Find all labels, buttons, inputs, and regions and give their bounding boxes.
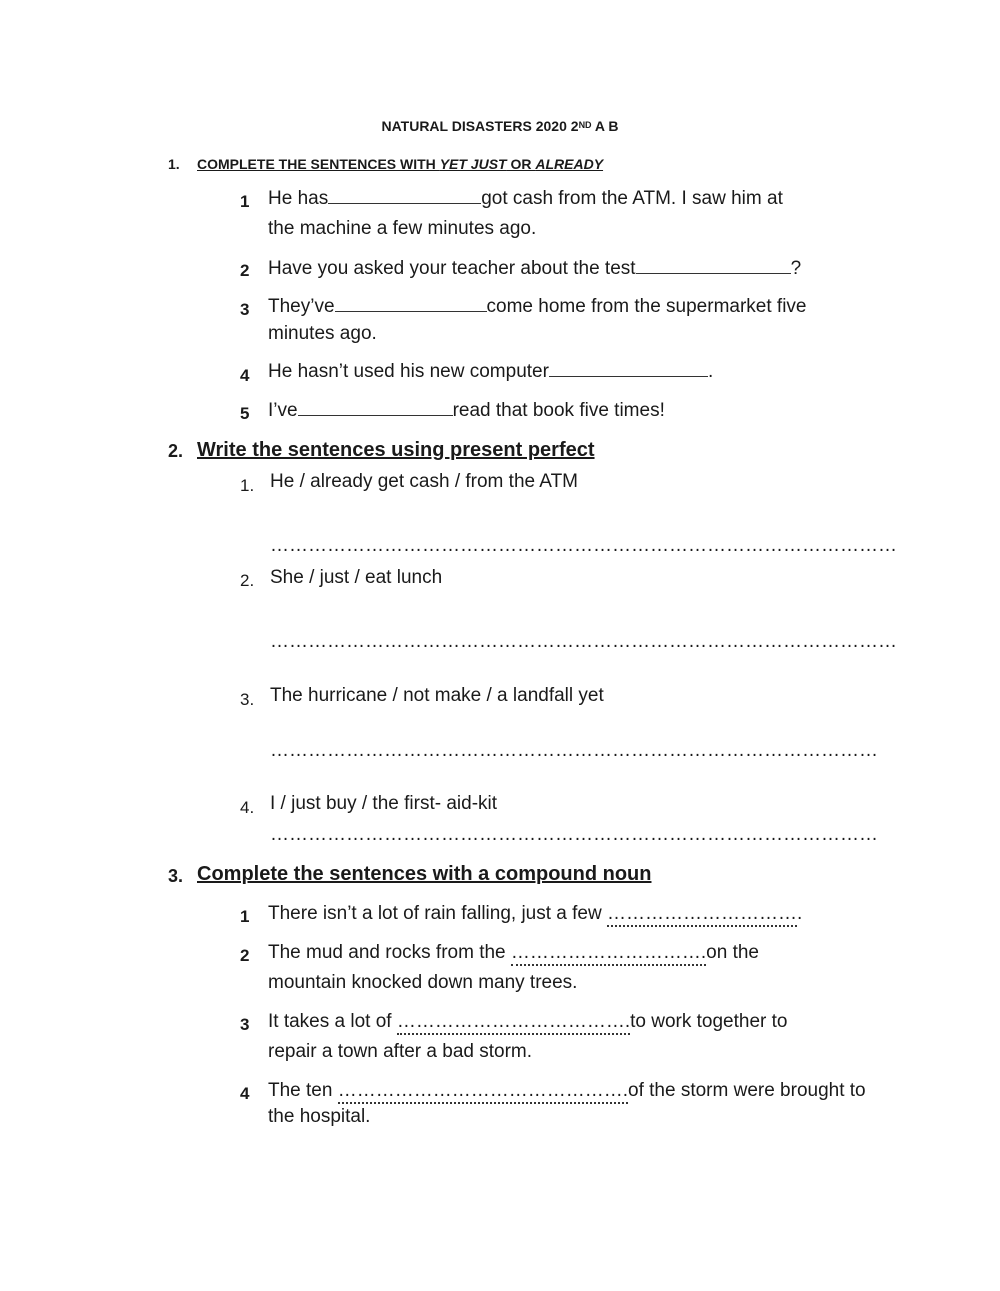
s1-item-number: 4 — [240, 366, 250, 385]
s3-item-line: It takes a lot of ……………………………….to work together to — [268, 1011, 788, 1035]
s2-answer-line[interactable]: ……………………………………………………………………………………… — [270, 631, 897, 652]
answer-blank[interactable] — [328, 202, 481, 204]
answer-blank[interactable] — [549, 375, 708, 377]
s2-item-prompt: I / just buy / the first- aid-kit — [270, 793, 498, 814]
s1-item-continuation: minutes ago. — [268, 323, 377, 344]
answer-blank[interactable]: ………………………………………. — [338, 1080, 628, 1104]
s3-item-number: 4 — [240, 1084, 250, 1103]
section3-heading: Complete the sentences with a compound noun — [197, 863, 652, 885]
s2-item-number: 4. — [240, 798, 255, 817]
answer-blank[interactable] — [335, 310, 487, 312]
s1-item-number: 3 — [240, 300, 250, 319]
answer-blank[interactable] — [298, 414, 453, 416]
s2-item-prompt: The hurricane / not make / a landfall yet — [270, 685, 604, 706]
s1-item-line: He hasn’t used his new computer . — [268, 361, 714, 382]
s2-item-number: 2. — [240, 571, 255, 590]
s1-item-number: 5 — [240, 404, 250, 423]
section1-heading: COMPLETE THE SENTENCES WITH YET JUST OR ALREADY — [197, 156, 604, 172]
s3-item-continuation: the hospital. — [268, 1106, 371, 1127]
s1-item-continuation: the machine a few minutes ago. — [268, 218, 537, 239]
s2-answer-line[interactable]: …………………………………………………………………………………… — [270, 740, 878, 761]
section2-number: 2. — [168, 441, 184, 461]
section1-number: 1. — [168, 156, 180, 172]
s2-item-number: 1. — [240, 476, 255, 495]
s1-item-line: Have you asked your teacher about the test ? — [268, 258, 802, 279]
s3-item-number: 3 — [240, 1015, 250, 1034]
answer-blank[interactable]: …………………………. — [511, 942, 706, 966]
answer-blank[interactable] — [636, 272, 791, 274]
s3-item-line: The mud and rocks from the ………………………….on the — [268, 942, 759, 966]
s1-item-line: He has got cash from the ATM. I saw him at — [268, 188, 783, 209]
s1-item-number: 1 — [240, 192, 250, 211]
s3-item-line: The ten ……………………………………….of the storm were brought to — [268, 1080, 866, 1104]
s2-item-number: 3. — [240, 690, 255, 709]
s3-item-number: 2 — [240, 946, 250, 965]
s2-answer-line[interactable]: …………………………………………………………………………………… — [270, 824, 878, 845]
section2-heading: Write the sentences using present perfect — [197, 439, 595, 461]
s1-item-line: They’ve come home from the supermarket five — [268, 296, 807, 317]
answer-blank[interactable]: ………………………………. — [397, 1011, 630, 1035]
s3-item-continuation: mountain knocked down many trees. — [268, 972, 578, 993]
answer-blank[interactable]: ………………………… — [607, 903, 797, 927]
s3-item-continuation: repair a town after a bad storm. — [268, 1041, 533, 1062]
s1-item-number: 2 — [240, 261, 250, 280]
s2-answer-line[interactable]: ……………………………………………………………………………………… — [270, 535, 897, 556]
s2-item-prompt: She / just / eat lunch — [270, 567, 443, 588]
s2-item-prompt: He / already get cash / from the ATM — [270, 471, 578, 492]
section3-number: 3. — [168, 866, 184, 886]
page-title: NATURAL DISASTERS 2020 2ND A B — [381, 118, 619, 134]
s3-item-number: 1 — [240, 907, 250, 926]
s1-item-line: I’ve read that book five times! — [268, 400, 665, 421]
s3-item-line: There isn’t a lot of rain falling, just a few …………………………. — [268, 903, 802, 927]
